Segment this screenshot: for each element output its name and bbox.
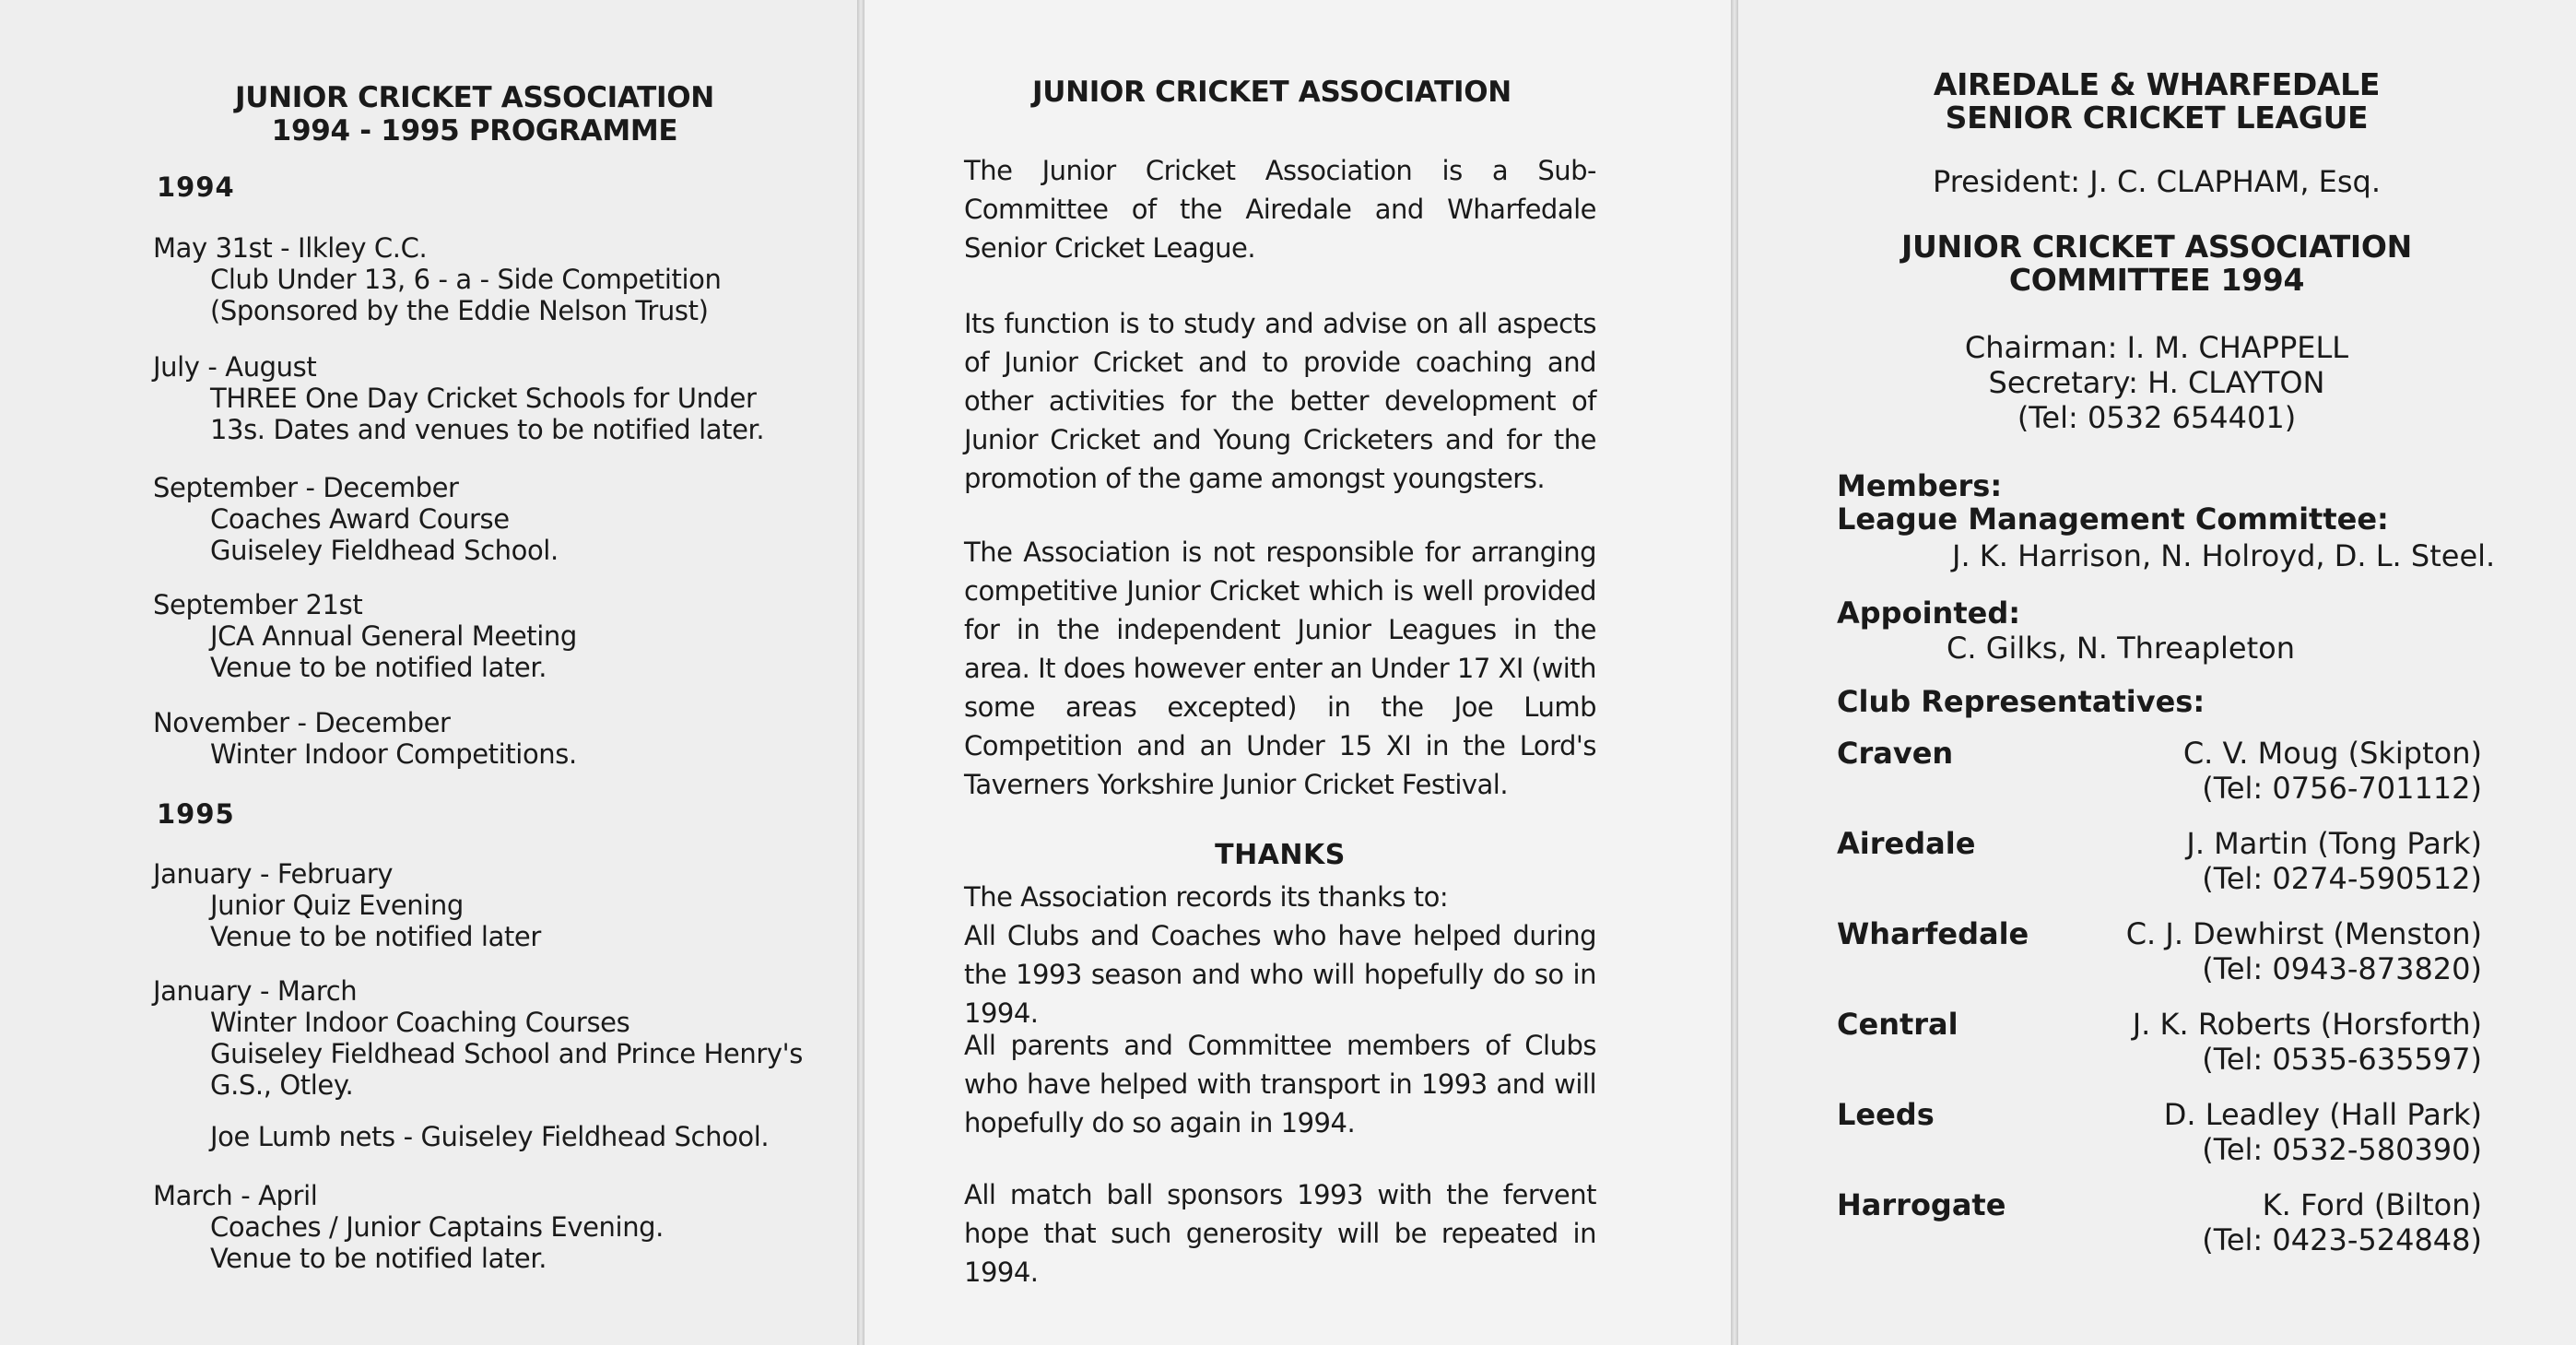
rep-region: Wharfedale bbox=[1837, 916, 2029, 951]
event-date: May 31st - Ilkley C.C. bbox=[153, 232, 428, 264]
event-date: March - April bbox=[153, 1180, 318, 1211]
year-heading: 1994 bbox=[157, 171, 235, 203]
secretary: Secretary: H. CLAYTON bbox=[1988, 365, 2325, 400]
appointed-heading: Appointed: bbox=[1837, 596, 2021, 631]
event-detail: Club Under 13, 6 - a - Side Competition bbox=[210, 264, 722, 295]
event-detail: Venue to be notified later. bbox=[210, 652, 547, 683]
event-date: January - March bbox=[153, 975, 358, 1007]
event-detail: Guiseley Fieldhead School. bbox=[210, 535, 559, 566]
rep-region: Harrogate bbox=[1837, 1187, 2006, 1222]
rep-phone: (Tel: 0532-580390) bbox=[2202, 1132, 2482, 1167]
fold-line bbox=[1731, 0, 1738, 1345]
intro-paragraph: The Junior Cricket Association is a Sub-Committee of the Airedale and Wharfedale Senior Cricket League. bbox=[964, 155, 1596, 264]
fold-line bbox=[857, 0, 865, 1345]
league-title bbox=[1751, 68, 2562, 135]
rep-phone: (Tel: 0274-590512) bbox=[2202, 861, 2482, 896]
thanks-item: All parents and Committee members of Clubs who have helped with transport in 1993 and will hopefully do so again in 1994. bbox=[964, 1030, 1596, 1139]
programme-title-line1: JUNIOR CRICKET ASSOCIATION bbox=[235, 81, 714, 114]
president: President: J. C. CLAPHAM, Esq. bbox=[1932, 164, 2382, 199]
rep-name: C. J. Dewhirst (Menston) bbox=[2125, 916, 2482, 951]
event-date: November - December bbox=[153, 707, 451, 738]
programme-event bbox=[153, 707, 835, 770]
league-title-line2: SENIOR CRICKET LEAGUE bbox=[1945, 100, 2369, 136]
club-reps-heading: Club Representatives: bbox=[1837, 684, 2205, 719]
rep-region: Leeds bbox=[1837, 1097, 1935, 1132]
rep-contact bbox=[2183, 736, 2482, 806]
programme-event bbox=[153, 589, 835, 683]
rep-contact bbox=[2202, 1187, 2482, 1257]
rep-contact bbox=[2186, 826, 2482, 896]
rep-name: D. Leadley (Hall Park) bbox=[2163, 1097, 2482, 1132]
year-heading: 1995 bbox=[157, 798, 235, 830]
function-paragraph: Its function is to study and advise on all aspects of Junior Cricket and to provide coaching and other activities for the better development of Junior Cricket and Young Cricketers and for the promotion of the game amongst youngsters. bbox=[964, 308, 1596, 494]
event-detail: Winter Indoor Coaching Courses bbox=[210, 1007, 630, 1038]
programme-event bbox=[153, 975, 835, 1101]
secretary-phone: (Tel: 0532 654401) bbox=[2017, 400, 2297, 435]
event-date: September 21st bbox=[153, 589, 363, 620]
event-detail: THREE One Day Cricket Schools for Under bbox=[210, 383, 757, 414]
rep-phone: (Tel: 0423-524848) bbox=[2202, 1222, 2482, 1257]
programme-event bbox=[153, 232, 835, 326]
chairman: Chairman: I. M. CHAPPELL bbox=[1964, 330, 2349, 365]
lmc-names: J. K. Harrison, N. Holroyd, D. L. Steel. bbox=[1952, 538, 2496, 573]
committee-title-line1: JUNIOR CRICKET ASSOCIATION bbox=[1901, 229, 2412, 265]
committee-title-line2: COMMITTEE 1994 bbox=[2008, 262, 2305, 298]
rep-name: K. Ford (Bilton) bbox=[2262, 1187, 2482, 1222]
event-detail: Coaches Award Course bbox=[210, 503, 510, 535]
rep-name: J. Martin (Tong Park) bbox=[2186, 826, 2482, 861]
rep-name: C. V. Moug (Skipton) bbox=[2182, 736, 2482, 771]
thanks-item: All Clubs and Coaches who have helped during the 1993 season and who will hopefully do so in 1994. bbox=[964, 920, 1596, 1029]
event-detail: G.S., Otley. bbox=[210, 1069, 354, 1101]
league-title-line1: AIREDALE & WHARFEDALE bbox=[1933, 66, 2381, 102]
programme-event bbox=[153, 858, 835, 952]
event-date: July - August bbox=[153, 351, 317, 383]
event-detail: Winter Indoor Competitions. bbox=[210, 738, 577, 770]
rep-contact bbox=[2164, 1097, 2482, 1167]
members-heading: Members: bbox=[1837, 468, 2003, 503]
rep-contact bbox=[2133, 1007, 2482, 1077]
rep-region: Craven bbox=[1837, 736, 1954, 771]
rep-phone: (Tel: 0535-635597) bbox=[2202, 1042, 2482, 1077]
programme-event bbox=[153, 351, 835, 445]
responsibility-paragraph: The Association is not responsible for arranging competitive Junior Cricket which is well provided for in the independent Junior Leagues in the area. It does however enter an Under 17 XI (with some areas excepted) in the Joe Lumb Competition and an Under 15 XI in the Lord's Taverners Yorkshire Junior Cricket Festival. bbox=[964, 537, 1596, 800]
programme-event bbox=[153, 472, 835, 566]
rep-contact bbox=[2126, 916, 2482, 986]
event-date: September - December bbox=[153, 472, 459, 503]
event-detail: Venue to be notified later. bbox=[210, 1243, 547, 1274]
programme-event bbox=[153, 1121, 835, 1152]
association-title: JUNIOR CRICKET ASSOCIATION bbox=[1032, 76, 1511, 109]
thanks-item: All match ball sponsors 1993 with the fervent hope that such generosity will be repeated in 1994. bbox=[964, 1179, 1596, 1288]
lmc-heading: League Management Committee: bbox=[1837, 501, 2389, 537]
event-detail: Junior Quiz Evening bbox=[210, 890, 464, 921]
thanks-intro: The Association records its thanks to: bbox=[964, 881, 1449, 913]
rep-region: Central bbox=[1837, 1007, 1958, 1042]
programme-event bbox=[153, 1180, 835, 1274]
event-detail: (Sponsored by the Eddie Nelson Trust) bbox=[210, 295, 709, 326]
committee-title bbox=[1751, 230, 2562, 297]
rep-phone: (Tel: 0756-701112) bbox=[2202, 771, 2482, 806]
thanks-heading: THANKS bbox=[1215, 839, 1346, 871]
event-detail: 13s. Dates and venues to be notified later. bbox=[210, 414, 765, 445]
rep-region: Airedale bbox=[1837, 826, 1976, 861]
rep-phone: (Tel: 0943-873820) bbox=[2202, 951, 2482, 986]
event-detail: Venue to be notified later bbox=[210, 921, 541, 952]
event-date: January - February bbox=[153, 858, 394, 890]
programme-title-line2: 1994 - 1995 PROGRAMME bbox=[271, 114, 678, 147]
event-detail: JCA Annual General Meeting bbox=[210, 620, 577, 652]
rep-name: J. K. Roberts (Horsforth) bbox=[2132, 1007, 2482, 1042]
event-detail: Coaches / Junior Captains Evening. bbox=[210, 1211, 665, 1243]
appointed-names: C. Gilks, N. Threapleton bbox=[1947, 631, 2295, 666]
event-detail: Joe Lumb nets - Guiseley Fieldhead School. bbox=[210, 1121, 770, 1152]
programme-title bbox=[138, 81, 811, 147]
event-detail: Guiseley Fieldhead School and Prince Henry's bbox=[210, 1038, 803, 1069]
